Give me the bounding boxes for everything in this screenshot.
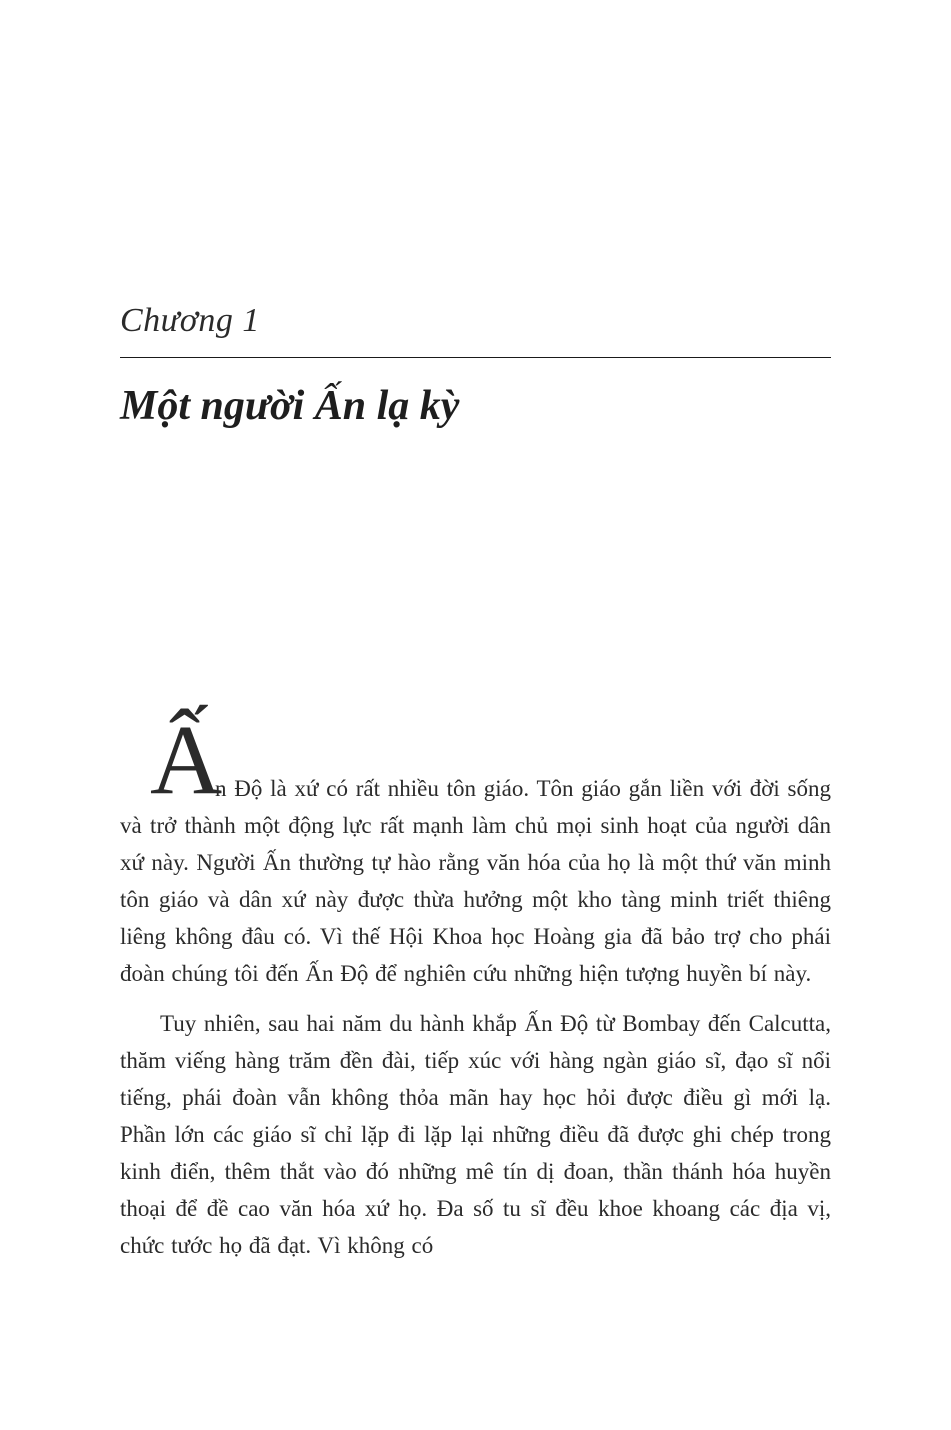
chapter-label: Chương 1	[120, 302, 260, 339]
paragraph-1	[120, 704, 831, 992]
chapter-title: Một người Ấn lạ kỳ	[120, 382, 460, 429]
paragraph-2: Tuy nhiên, sau hai năm du hành khắp Ấn Độ từ Bombay đến Calcutta, thăm viếng hàng trăm đền đài, tiếp xúc với hàng ngàn giáo sĩ, đạo sĩ nổi tiếng, phái đoàn vẫn không thỏa mãn hay học hỏi được điều gì mới lạ. Phần lớn các giáo sĩ chỉ lặp đi lặp lại những điều đã được ghi chép trong kinh điển, thêm thắt vào đó những mê tín dị đoan, thần thánh hóa huyền thoại để đề cao văn hóa xứ họ. Đa số tu sĩ đều khoe khoang các địa vị, chức tước họ đã đạt. Vì không có	[120, 1011, 831, 1258]
dropcap-letter: Ấ	[150, 704, 223, 815]
paragraph-1-text: n Độ là xứ có rất nhiều tôn giáo. Tôn giáo gắn liền với đời sống và trở thành một động lực rất mạnh làm chủ mọi sinh hoạt của người dân xứ này. Người Ấn thường tự hào rằng văn hóa của họ là một thứ văn minh tôn giáo và dân xứ này được thừa hưởng một kho tàng minh triết thiêng liêng không đâu có. Vì thế Hội Khoa học Hoàng gia đã bảo trợ cho phái đoàn chúng tôi đến Ấn Độ để nghiên cứu những hiện tượng huyền bí này.	[120, 776, 831, 986]
body-text	[120, 704, 831, 1264]
chapter-divider-rule	[120, 357, 831, 358]
page-content	[120, 0, 831, 1264]
